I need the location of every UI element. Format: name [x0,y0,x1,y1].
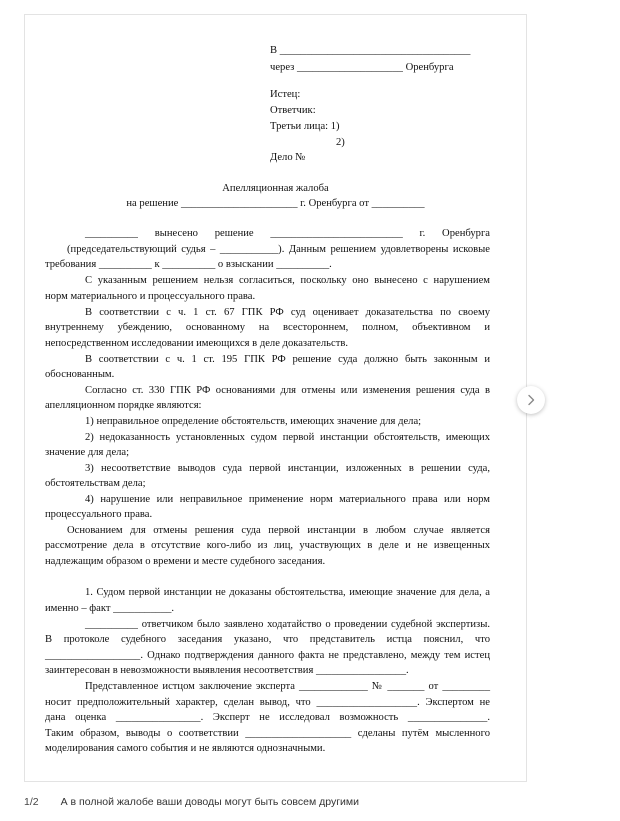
document-page [24,14,527,782]
body-line: Представленное истцом заключение эксперта _____________ № _______ от _________ [85,681,490,692]
body-line: моделирования самого события и не являются однозначными. [45,743,326,754]
body-line: Основанием для отмены решения суда первой инстанции в любом случае является [67,525,490,536]
next-page-button[interactable] [517,386,545,414]
body-line: __________________. Однако подтверждения данного факта не представлено, между тем истец [45,650,490,661]
body-line: __________ вынесено решение _________________________ г. Оренбурга [85,228,490,239]
body-line: носит предположительный характер, сделан вывод, что ___________________. Экспертом не [45,697,490,708]
body-line: В соответствии с ч. 1 ст. 195 ГПК РФ решение суда должно быть законным и [85,354,490,365]
page-counter: 1/2 [24,796,39,808]
image-caption: А в полной жалобе ваши доводы могут быть совсем другими [60,796,359,808]
body-line: норм материального и процессуального права. [45,291,256,302]
header-defendant: Ответчик: [270,105,316,116]
body-line: внутреннему убеждению, основанному на всестороннем, полном, объективном и [45,322,490,333]
body-line: обоснованным. [45,369,115,380]
body-line: 1. Судом первой инстанции не доказаны обстоятельства, имеющие значение для дела, а [85,587,490,598]
body-line: (председательствующий судья – ___________). Данным решением удовлетворены исковые [67,244,490,255]
body-line: Согласно ст. 330 ГПК РФ основаниями для отмены или изменения решения суда в [85,385,490,396]
body-line: рассмотрение дела в отсутствие кого-либо из лиц, участвующих в деле и не извещенных [45,540,490,551]
body-line: требования __________ к __________ о взыскании __________. [45,259,332,270]
body-line: В протоколе судебного заседания указано, что представитель истца пояснил, что [45,634,490,645]
gallery-footer [24,796,359,808]
body-line: апелляционном порядке являются: [45,400,202,411]
header-case-number: Дело № [270,152,306,163]
header-via-line: через ____________________ Оренбурга [270,62,454,73]
body-line: дана оценка ________________. Эксперт не исследовал возможность _______________. [45,712,490,723]
body-line: надлежащим образом о времени и месте судебного заседания. [45,556,326,567]
document-subtitle: на решение ______________________ г. Оренбурга от __________ [126,198,425,209]
body-line: заинтересован в невозможности выявления несоответствия _________________. [45,665,409,676]
header-to-line: В ____________________________________ [270,45,471,56]
body-line: Таким образом, выводы о соответствии ____________________ сделаны путём мысленного [45,728,490,739]
body-line: __________ ответчиком было заявлено ходатайство о проведении судебной экспертизы. [85,619,490,630]
body-line: С указанным решением нельзя согласиться, поскольку оно вынесено с нарушением [85,275,490,286]
body-line: 4) нарушение или неправильное применение норм материального права или норм [85,494,490,505]
document-content [25,15,526,781]
body-line: именно – факт ___________. [45,603,175,614]
body-line: 3) несоответствие выводов суда первой инстанции, изложенных в решении суда, [85,463,490,474]
body-line: значение для дела; [45,447,130,458]
body-line: 2) недоказанность установленных судом первой инстанции обстоятельств, имеющих [85,432,490,443]
body-line: процессуального права. [45,509,153,520]
body-line: 1) неправильное определение обстоятельств, имеющих значение для дела; [85,416,422,427]
header-plaintiff: Истец: [270,89,301,100]
document-title: Апелляционная жалоба [222,183,329,194]
body-line: обстоятельствам дела; [45,478,146,489]
header-third-parties-1: Третьи лица: 1) [270,121,340,132]
body-line: В соответствии с ч. 1 ст. 67 ГПК РФ суд оценивает доказательства по своему [85,307,490,318]
header-third-parties-2: 2) [336,137,345,148]
body-line: непосредственном исследовании имеющихся в деле доказательств. [45,338,348,349]
chevron-right-icon [525,394,537,406]
